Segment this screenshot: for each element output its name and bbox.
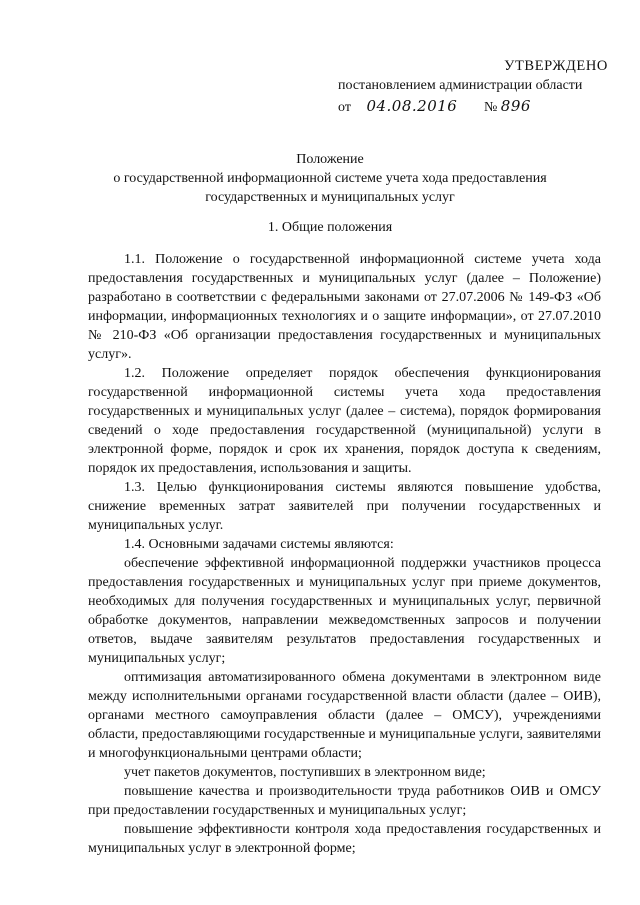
title-line: Положение: [296, 152, 364, 167]
handwritten-number: 896: [500, 97, 531, 115]
handwritten-date: 04.08.2016: [366, 97, 458, 115]
number-label: №: [483, 100, 498, 115]
list-item: учет пакетов документов, поступивших в электронном виде;: [124, 765, 486, 780]
list-item: обеспечение эффективной информационной поддержки участников процесса предоставления государственных и муниципальных услуг при приеме документов, необходимых для получения государственных и муниципальных услуг, первичной обработке документов, направлении межведомственных запросов и получении ответов, выдаче заявителям результатов предоставления государственных и муниципальных услуг;: [88, 556, 601, 666]
list-item: оптимизация автоматизированного обмена документами в электронном виде между исполнительными органами государственной власти области (далее – ОИВ), органами местного самоуправления области (далее – ОМСУ), учреждениями области, предоставляющими государственные и муниципальные услуги, заявителями и многофункциональными центрами области;: [88, 670, 601, 761]
approval-title: УТВЕРЖДЕНО: [504, 58, 608, 74]
title-line: о государственной информационной системе учета хода предоставления: [113, 171, 547, 186]
paragraph-1-3: 1.3. Целью функционирования системы являются повышение удобства, снижение временных затрат заявителей при получении государственных и муниципальных услуг.: [88, 480, 601, 533]
date-label: от: [338, 100, 351, 115]
list-item: повышение качества и производительности труда работников ОИВ и ОМСУ при предоставлении государственных и муниципальных услуг;: [88, 784, 601, 818]
document-body: [88, 250, 601, 858]
approval-date-line: [338, 96, 628, 118]
paragraph-1-1: 1.1. Положение о государственной информационной системе учета хода предоставления государственных и муниципальных услуг (далее – Положение) разработано в соответствии с федеральными законами от 27.07.2006 № 149-ФЗ «Об информации, информационных технологиях и о защите информации», от 27.07.2010 № 210-ФЗ «Об организации предоставления государственных и муниципальных услуг».: [88, 252, 601, 362]
paragraph-1-2: 1.2. Положение определяет порядок обеспечения функционирования государственной информационной системы учета хода предоставления государственных и муниципальных услуг (далее – система), порядок формирования сведений о ходе предоставления государственной (муниципальной) услуги в электронной форме, порядок и срок их хранения, порядок доступа к сведениям, порядок их предоставления, использования и защиты.: [88, 366, 601, 476]
section-heading: 1. Общие положения: [267, 220, 393, 235]
list-item: повышение эффективности контроля хода предоставления государственных и муниципальных услуг в электронной форме;: [88, 822, 601, 856]
paragraph-1-4: 1.4. Основными задачами системы являются:: [124, 537, 394, 552]
title-line: государственных и муниципальных услуг: [205, 190, 455, 205]
approval-stamp: [338, 56, 628, 118]
document-title: [60, 150, 600, 207]
approval-line: постановлением администрации области: [338, 78, 583, 93]
